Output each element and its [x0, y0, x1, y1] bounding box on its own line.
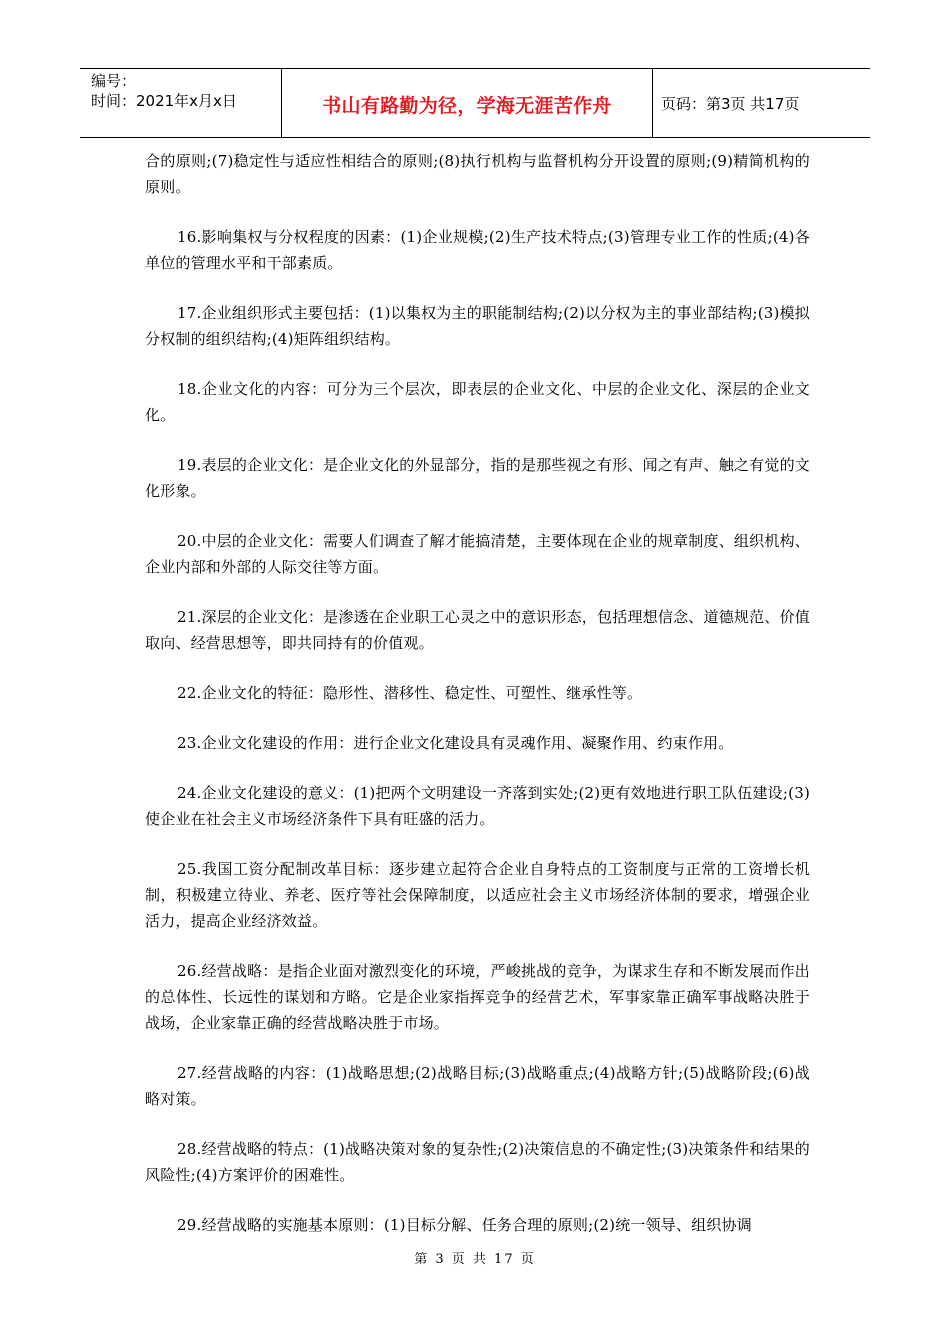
paragraph: 16.影响集权与分权程度的因素：(1)企业规模;(2)生产技术特点;(3)管理专业工作的性质;(4)各单位的管理水平和干部素质。: [145, 228, 810, 272]
paragraph: 22.企业文化的特征：隐形性、潜移性、稳定性、可塑性、继承性等。: [177, 684, 643, 702]
header-motto-cell: [282, 69, 653, 137]
paragraph: 23.企业文化建设的作用：进行企业文化建设具有灵魂作用、凝聚作用、约束作用。: [177, 734, 734, 752]
paragraph: 19.表层的企业文化：是企业文化的外显部分，指的是那些视之有形、闻之有声、触之有觉的文化形象。: [145, 456, 810, 500]
paragraph: 20.中层的企业文化：需要人们调查了解才能搞清楚，主要体现在企业的规章制度、组织机构、企业内部和外部的人际交往等方面。: [145, 532, 810, 576]
paragraph: 26.经营战略：是指企业面对激烈变化的环境，严峻挑战的竞争，为谋求生存和不断发展而作出的总体性、长远性的谋划和方略。它是企业家指挥竞争的经营艺术，军事家靠正确军事战略决胜于战场，企业家靠正确的经营战略决胜于市场。: [145, 962, 810, 1032]
header-info-cell: [80, 69, 282, 137]
paragraph: 27.经营战略的内容：(1)战略思想;(2)战略目标;(3)战略重点;(4)战略方针;(5)战略阶段;(6)战略对策。: [145, 1064, 810, 1108]
paragraph: 21.深层的企业文化：是渗透在企业职工心灵之中的意识形态，包括理想信念、道德规范、价值取向、经营思想等，即共同持有的价值观。: [145, 608, 810, 652]
header-page-cell: [653, 69, 870, 137]
paragraph: 17.企业组织形式主要包括：(1)以集权为主的职能制结构;(2)以分权为主的事业部结构;(3)模拟分权制的组织结构;(4)矩阵组织结构。: [145, 304, 810, 348]
page-header: [80, 68, 870, 138]
paragraph: 合的原则;(7)稳定性与适应性相结合的原则;(8)执行机构与监督机构分开设置的原则;(9)精简机构的原则。: [145, 152, 810, 196]
paragraph: 28.经营战略的特点：(1)战略决策对象的复杂性;(2)决策信息的不确定性;(3)决策条件和结果的风险性;(4)方案评价的困难性。: [145, 1140, 810, 1184]
paragraph: 24.企业文化建设的意义：(1)把两个文明建设一齐落到实处;(2)更有效地进行职工队伍建设;(3)使企业在社会主义市场经济条件下具有旺盛的活力。: [145, 784, 810, 828]
paragraph: 29.经营战略的实施基本原则：(1)目标分解、任务合理的原则;(2)统一领导、组织协调: [177, 1216, 753, 1234]
document-number-label: 编号：: [91, 72, 137, 90]
page-footer: 第 3 页 共 17 页: [414, 1252, 536, 1267]
header-page-number: 页码：第3页 共17页: [661, 95, 800, 113]
header-motto: 书山有路勤为径，学海无涯苦作舟: [322, 95, 612, 117]
paragraph: 25.我国工资分配制改革目标：逐步建立起符合企业自身特点的工资制度与正常的工资增长机制，积极建立待业、养老、医疗等社会保障制度，以适应社会主义市场经济体制的要求，增强企业活力，提高企业经济效益。: [145, 860, 810, 930]
document-body: [145, 148, 810, 1238]
paragraph: 18.企业文化的内容：可分为三个层次，即表层的企业文化、中层的企业文化、深层的企业文化。: [145, 380, 810, 424]
document-date-label: 时间：2021年x月x日: [91, 92, 237, 110]
